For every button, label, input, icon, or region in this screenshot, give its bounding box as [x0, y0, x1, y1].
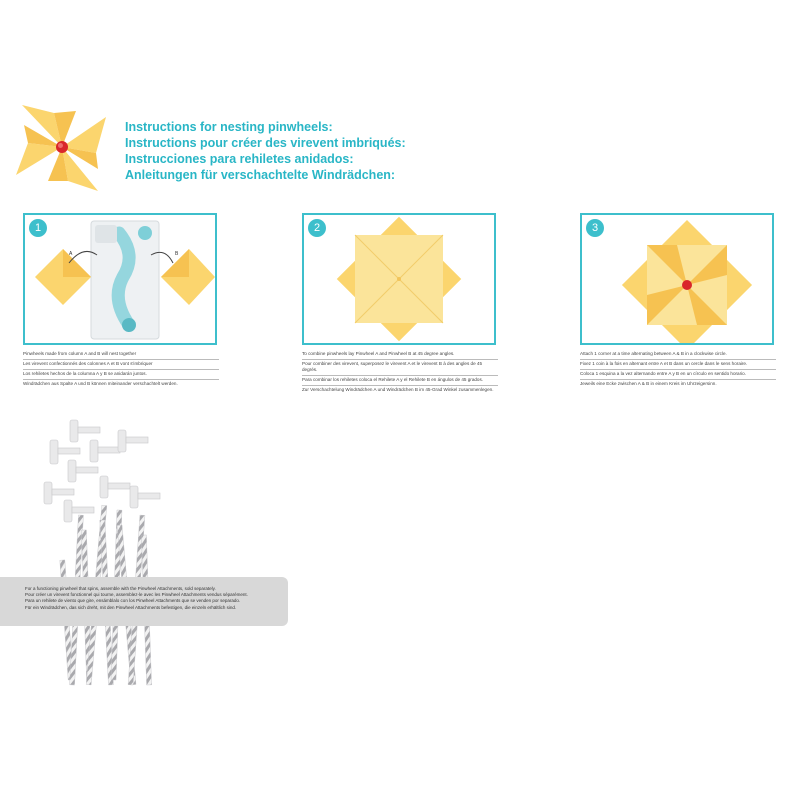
title-es: Instrucciones para rehiletes anidados:: [125, 152, 354, 166]
stacked-pinwheels-illustration: [304, 215, 494, 343]
column-b-label: B: [175, 251, 179, 257]
pinwheel-illustration: [10, 95, 115, 200]
instructions-titles: [125, 119, 525, 183]
column-a-label: A: [69, 251, 73, 257]
punch-board-illustration: [25, 215, 215, 343]
step-1-caption: [23, 350, 219, 389]
step-2-caption: [302, 350, 498, 395]
title-de: Anleitungen für verschachtelte Windrädchen:: [125, 168, 396, 182]
pinwheel-attachments-illustration: [40, 410, 170, 690]
step-1-line-de: Windrädchen aus Spalte A und B können miteinander verschachtelt werden.: [23, 381, 178, 386]
step-3-line-fr: Fixez 1 coin à la fois en alternant entre A et B dans un cercle dans le sens horaire.: [580, 360, 776, 370]
step-3-image-frame: [580, 213, 774, 345]
note-line-en: For a functioning pinwheel that spins, assemble with the Pinwheel Attachments, sold separately.: [25, 586, 216, 591]
step-2-line-en: To combine pinwheels lay Pinwheel A and Pinwheel B at 45 degree angles.: [302, 350, 498, 360]
title-en: Instructions for nesting pinwheels:: [125, 120, 333, 134]
step-1-line-en: Pinwheels made from column A and B will nest together: [23, 350, 219, 360]
step-1-line-fr: Les virevent confectionnés des colonnes A et B vont s'imbriquer: [23, 360, 219, 370]
title-fr: Instructions pour créer des virevent imbriqués:: [125, 136, 406, 150]
note-line-es: Para un rehilete de viento que gire, ensámblalo con los Pinwheel Attachments que se venden por separado.: [25, 598, 241, 604]
step-1-image-frame: [23, 213, 217, 345]
step-3-line-de: Jeweils eine Ecke zwischen A & B in einem Kreis im Uhrzeigersinn.: [580, 381, 717, 386]
assembled-pinwheel-illustration: [582, 215, 772, 343]
note-line-fr: Pour créer un virevent fonctionnel qui tourne, assemblez-le avec les Pinwheel Attachments vendus séparément.: [25, 592, 248, 598]
step-2-image-frame: [302, 213, 496, 345]
step-2-line-de: Zur Verschachtelung Windrädchen A und Windrädchen B im 45-Grad Winkel zusammenlegen.: [302, 387, 494, 392]
attachments-note-box: [0, 577, 288, 626]
step-1-badge: 1: [29, 219, 47, 237]
note-line-de: Für ein Windrädchen, das sich dreht, mit den Pinwheel Attachments befestigen, die einzeln erhältlich sind.: [25, 604, 237, 610]
step-1-line-es: Los rehiletes hechos de la columna A y B se anidarán juntos.: [23, 370, 219, 380]
step-2-badge: 2: [308, 219, 326, 237]
step-3-caption: [580, 350, 776, 389]
step-2-line-fr: Pour combiner des virevent, superposez le virevent A et le virevent B à des angles de 45 degrés.: [302, 360, 498, 376]
step-3-line-es: Coloca 1 esquina a la vez alternando entre A y B en un círculo en sentido horario.: [580, 370, 776, 380]
step-2-line-es: Para combinar los rehiletes coloca el Rehilete A y el Rehilete B en ángulos de 45 grados.: [302, 376, 498, 386]
step-3-badge: 3: [586, 219, 604, 237]
step-3-line-en: Attach 1 corner at a time alternating between A & B in a clockwise circle.: [580, 350, 776, 360]
